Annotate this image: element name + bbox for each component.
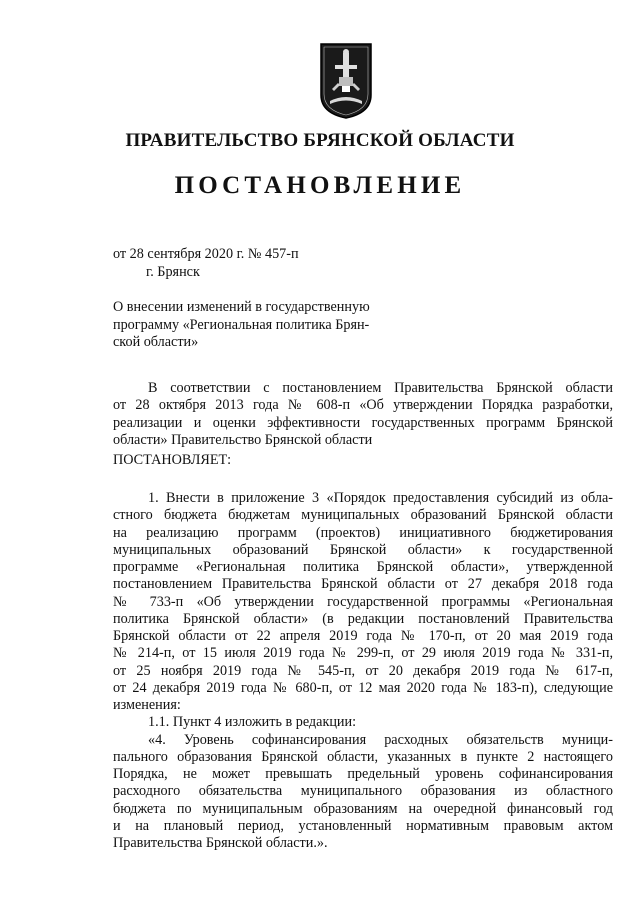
preamble-line: реализации и оценки эффективности государственных программ Брянской <box>113 414 613 431</box>
body-line: «4. Уровень софинансирования расходных обязательств муници- <box>148 731 613 748</box>
body-line: Брянской области от 22 апреля 2019 года № 170-п, от 20 мая 2019 года <box>113 628 613 644</box>
government-name: ПРАВИТЕЛЬСТВО БРЯНСКОЙ ОБЛАСТИ <box>125 130 515 151</box>
subject-line: О внесении изменений в государственную <box>113 299 370 315</box>
subject-line: программу «Региональная политика Брян- <box>113 316 370 333</box>
body-line: Правительства Брянской области.». <box>113 835 328 851</box>
coat-of-arms-icon <box>318 41 374 120</box>
body-line: Порядка, не может превышать предельный уровень софинансирования <box>113 766 613 782</box>
body-line: бюджета по муниципальным образованиям на очередной финансовый год <box>113 800 613 817</box>
preamble-line: области» Правительство Брянской области <box>113 431 373 448</box>
body-line: и на плановый период, установленный нормативным правовым актом <box>113 817 613 834</box>
body-line: 1.1. Пункт 4 изложить в редакции: <box>148 714 357 731</box>
preamble-line: от 28 октября 2013 года № 608-п «Об утверждении Порядка разработки, <box>113 397 613 414</box>
body-text <box>113 490 613 852</box>
subject-line: ской области» <box>113 334 199 350</box>
preamble-paragraph <box>113 380 613 449</box>
body-line: № 733-п «Об утверждении государственной программы «Региональная <box>113 593 613 610</box>
body-line: муниципальных образований Брянской области» к государственной <box>113 541 613 558</box>
body-line: постановлением Правительства Брянской области от 27 декабря 2018 года <box>113 576 613 593</box>
body-line: 1. Внести в приложение 3 «Порядок предоставления субсидий из обла- <box>148 490 613 506</box>
document-subject <box>113 299 403 352</box>
body-line: программе «Региональная политика Брянской области», утвержденной <box>113 559 613 575</box>
decree-word: ПОСТАНОВЛЯЕТ: <box>113 452 232 468</box>
document-city: г. Брянск <box>146 264 200 280</box>
body-line: стного бюджета бюджетам муниципальных образований Брянской области <box>113 507 613 524</box>
document-type: ПОСТАНОВЛЕНИЕ <box>174 172 466 199</box>
body-line: пального образования Брянской области, указанных в пункте 2 настоящего <box>113 748 613 765</box>
body-line: на реализацию программ (проектов) инициативного бюджетирования <box>113 524 613 541</box>
body-line: изменения: <box>113 697 181 713</box>
preamble-line: В соответствии с постановлением Правительства Брянской области <box>148 380 613 396</box>
body-line: от 24 декабря 2019 года № 680-п, от 12 мая 2020 года № 183-п), следующие <box>113 679 613 696</box>
body-line: от 25 ноября 2019 года № 545-п, от 20 декабря 2019 года № 617-п, <box>113 662 613 679</box>
body-line: расходного обязательства муниципального образования из областного <box>113 783 613 800</box>
body-line: № 214-п, от 15 июля 2019 года № 299-п, от 29 июля 2019 года № 331-п, <box>113 645 613 662</box>
body-line: политика Брянской области» (в редакции постановлений Правительства <box>113 610 613 627</box>
document-date-number: от 28 сентября 2020 г. № 457-п <box>113 246 299 262</box>
